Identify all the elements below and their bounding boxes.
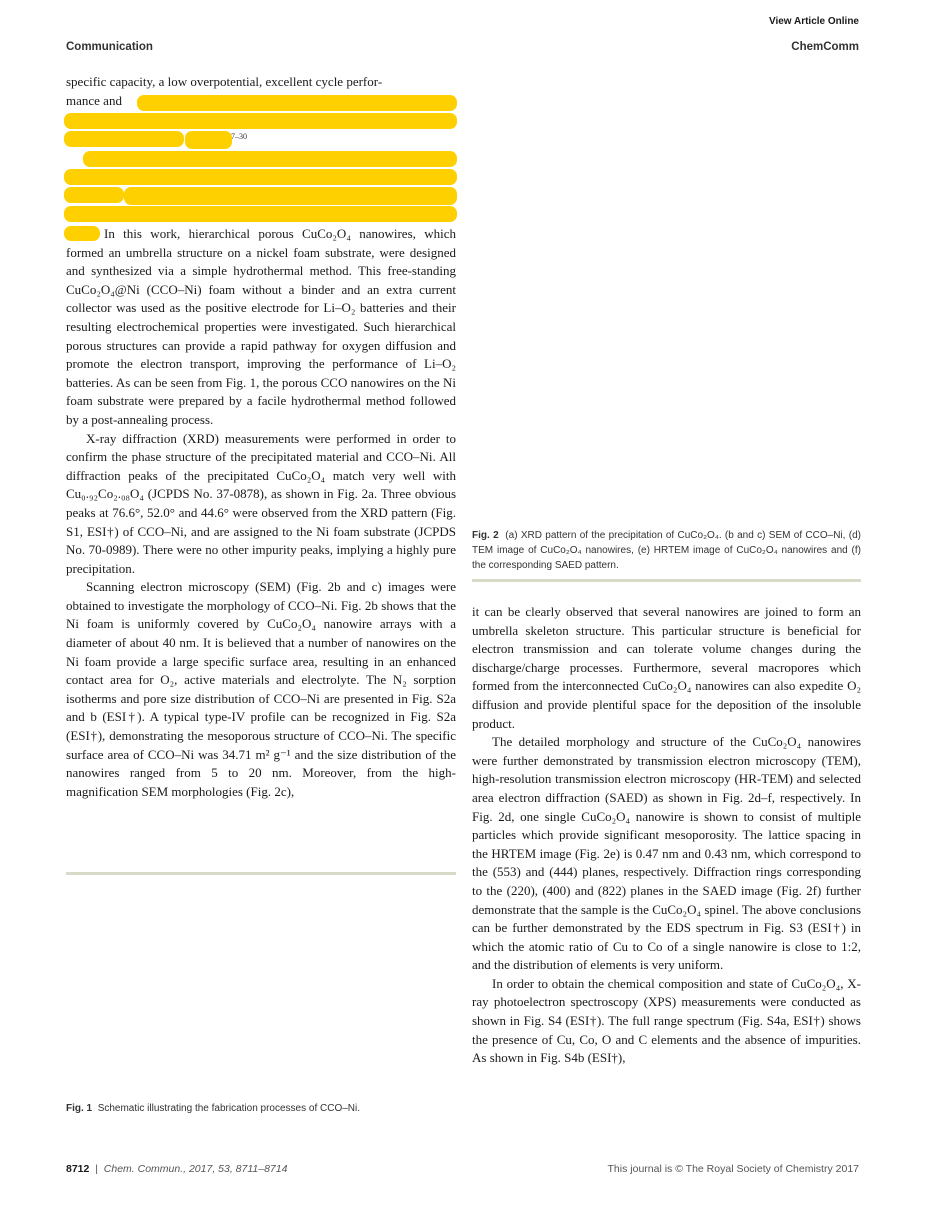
paragraph-intro-work: In this work, hierarchical porous CuCo₂O₄ nanowires, which formed an umbrella structure on a nickel foam substrate, were designed and synthesized via a simple hydrothermal method. This free-standing CuCo₂O₄@Ni (CCO–Ni) foam without a binder and an extra current collector was used as the positive electrode for Li–O₂ batteries and their resulting electrochemical properties were investigated. Such hierarchical porous structures can provide a rapid pathway for oxygen diffusion and promote the electron transport, improving the performance of Li–O₂ batteries. As can be seen from Fig. 1, the porous CCO nanowires on the Ni foam substrate were prepared by a facile hydrothermal method followed by a post-annealing process. [66, 226, 456, 427]
footer-copyright: This journal is © The Royal Society of Chemistry 2017 [607, 1163, 859, 1175]
redaction-highlight [137, 95, 457, 111]
right-column-body [472, 603, 861, 1068]
redaction-highlight [64, 131, 184, 147]
journal-citation: Chem. Commun., 2017, 53, 8711–8714 [103, 1163, 288, 1175]
figure-1-top-rule [66, 872, 456, 875]
journal-name: ChemComm [791, 41, 859, 53]
redaction-highlight [64, 206, 457, 222]
figure-2-caption-text: (a) XRD pattern of the precipitation of CuCo₂O₄. (b and c) SEM of CCO–Ni, (d) TEM image of CuCo₂O₄ nanowires, (e) HRTEM image of CuCo₂O₄ nanowires and (f) the corresponding SAED pattern. [472, 530, 861, 571]
page-number: 8712 [66, 1163, 90, 1175]
reference-superscript: 7–30 [231, 132, 247, 141]
paragraph-umbrella: it can be clearly observed that several nanowires are joined to form an umbrella skeleton structure. This particular structure is beneficial for electron transmission and can tolerate volume changes during the discharge/charge processes. Furthermore, several macropores which formed from the interconnected CuCo₂O₄ nanowires can also expedite O₂ diffusion and provide plentiful space for the deposition of the insoluble product. [472, 604, 861, 731]
figure-1-caption [66, 1101, 456, 1116]
redaction-highlight [64, 169, 457, 185]
view-article-online-link[interactable]: View Article Online [768, 16, 859, 27]
figure-1-caption-text: Schematic illustrating the fabrication processes of CCO–Ni. [97, 1103, 361, 1114]
section-label: Communication [66, 41, 153, 53]
figure-2-label: Fig. 2 [472, 530, 499, 541]
paragraph-xrd: X-ray diffraction (XRD) measurements were performed in order to confirm the phase structure of the precipitated material and CCO–Ni. All diffraction peaks of the precipitated CuCo₂O₄ match very well with Cu₀.₉₂Co₂.₀₈O₄ (JCPDS No. 37-0878), as shown in Fig. 2a. Three obvious peaks at 76.6°, 52.0° and 44.6° were observed from the XRD pattern (Fig. S1, ESI†) of CCO–Ni, and are assigned to the Ni foam substrate (JCPDS No. 70-0989). There were no other impurity peaks, implying a highly pure precipitation. [66, 430, 456, 576]
redaction-highlight [124, 187, 457, 205]
paragraph-xps: In order to obtain the chemical composition and state of CuCo₂O₄, X-ray photoelectron spectroscopy (XPS) measurements were conducted as shown in Fig. S4 (ESI†). The full range spectrum (Fig. S4a, ESI†) shows the presence of Cu, Co, O and C elements and the absence of impurities. As shown in Fig. S4b (ESI†), [472, 975, 861, 1066]
footer-citation: 8712 | Chem. Commun., 2017, 53, 8711–8714 [66, 1163, 288, 1175]
redaction-highlight [83, 151, 457, 167]
left-column-body [66, 225, 456, 801]
figure-2-caption [472, 528, 861, 573]
figure-1-label: Fig. 1 [66, 1103, 93, 1114]
redaction-highlight [185, 131, 232, 149]
intro-line-2: mance and [66, 93, 122, 108]
redaction-highlight [64, 187, 124, 203]
paragraph-sem: Scanning electron microscopy (SEM) (Fig. 2b and c) images were obtained to investigate the morphology of CCO–Ni. Fig. 2b shows that the Ni foam is uniformly covered by CuCo₂O₄ nanowire arrays with a diameter of about 40 nm. It is believed that a number of nanowires on the Ni foam provide a large specific surface area, resulting in an enhanced contact area for O₂, active materials and electrolyte. The N₂ sorption isotherms and pore size distribution of CCO–Ni are presented in Fig. S2a and b (ESI†). A typical type-IV profile can be recognized in Fig. S2a (ESI†), demonstrating the mesoporous structure of CCO–Ni. The specific surface area of CCO–Ni was 34.71 m² g⁻¹ and the size distribution of the nanowires ranged from 5 to 20 nm. Moreover, from the high-magnification SEM morphologies (Fig. 2c), [66, 579, 456, 799]
redaction-highlight [64, 113, 457, 129]
intro-line-1: specific capacity, a low overpotential, excellent cycle perfor- [66, 74, 383, 89]
paragraph-tem: The detailed morphology and structure of the CuCo₂O₄ nanowires were further demonstrated by transmission electron microscopy (TEM), high-resolution transmission electron microscopy (HR-TEM) and selected area electron diffraction (SAED) as shown in Fig. 2d–f, respectively. In Fig. 2d, one single CuCo₂O₄ nanowire is shown to consist of multiple particles which provide significant mesoporosity. The lattice spacing in the HRTEM image (Fig. 2e) is 0.47 nm and 0.43 nm, which correspond to the (553) and (444) planes, respectively. Diffraction rings corresponding to the (220), (400) and (822) planes in the SAED image (Fig. 2f) further demonstrate that the sample is the CuCo₂O₄ spinel. The above conclusions can be further demonstrated by the EDS spectrum in Fig. S3 (ESI†) in which the atomic ratio of Cu to Co of a single nanowire is close to 1:2, and the distribution of elements is very uniform. [472, 734, 861, 973]
figure-2-bottom-rule [472, 579, 861, 582]
